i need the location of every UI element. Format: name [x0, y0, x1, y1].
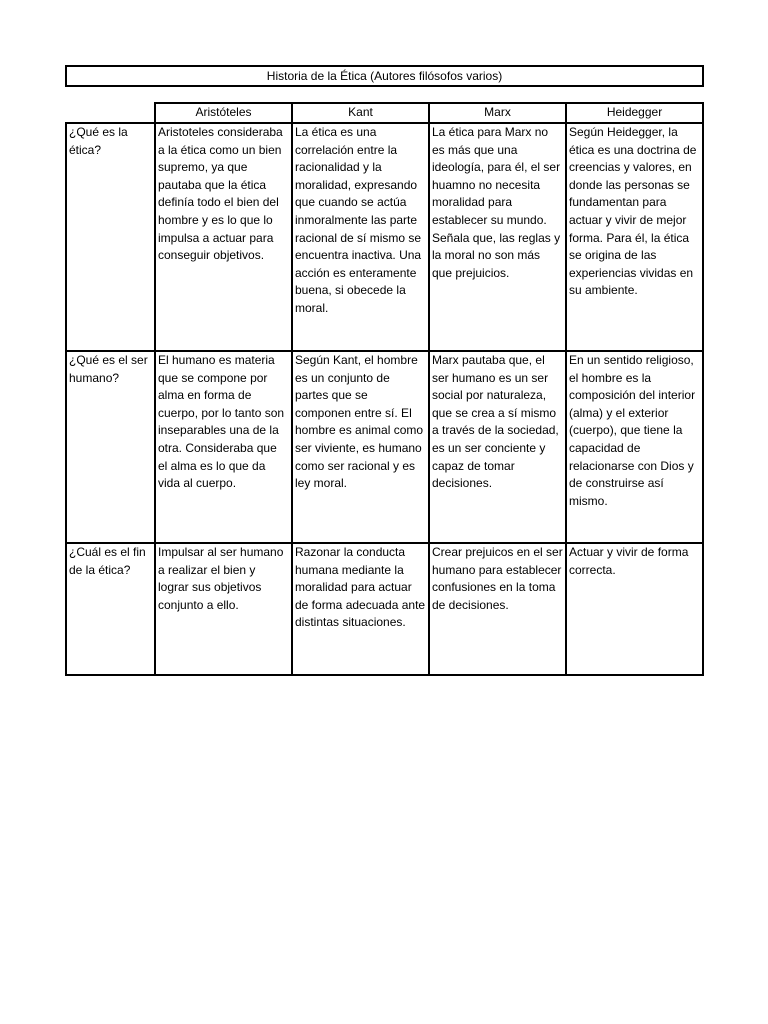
- cell-heidegger: Según Heidegger, la ética es una doctrina de creencias y valores, en donde las personas se fundamentan para actuar y vivir de mejor forma. Para él, la ética se origina de las experiencias vividas en su ambiente.: [566, 123, 703, 351]
- cell-aristoteles: Aristoteles consideraba a la ética como un bien supremo, ya que pautaba que la ética definía todo el bien del hombre y es lo que lo impulsa a actuar para conseguir objetivos.: [155, 123, 292, 351]
- header-heidegger: Heidegger: [566, 103, 703, 123]
- table-row: [66, 543, 703, 675]
- row-question: ¿Qué es el ser humano?: [66, 351, 155, 543]
- cell-heidegger: En un sentido religioso, el hombre es la composición del interior (alma) y el exterior (cuerpo), que tiene la capacidad de relacionarse con Dios y de construirse así mismo.: [566, 351, 703, 543]
- cell-aristoteles: El humano es materia que se compone por alma en forma de cuerpo, por lo tanto son inseparables una de la otra. Consideraba que el alma es lo que da vida al cuerpo.: [155, 351, 292, 543]
- cell-heidegger: Actuar y vivir de forma correcta.: [566, 543, 703, 675]
- ethics-comparison-table: [65, 102, 704, 676]
- header-aristoteles: Aristóteles: [155, 103, 292, 123]
- header-row: [66, 103, 703, 123]
- row-question: ¿Qué es la ética?: [66, 123, 155, 351]
- header-kant: Kant: [292, 103, 429, 123]
- table-row: [66, 351, 703, 543]
- header-corner-empty: [66, 103, 155, 123]
- document-title: Historia de la Ética (Autores filósofos varios): [65, 65, 704, 87]
- cell-marx: Crear prejuicos en el ser humano para establecer confusiones en la toma de decisiones.: [429, 543, 566, 675]
- row-question: ¿Cuál es el fin de la ética?: [66, 543, 155, 675]
- cell-marx: Marx pautaba que, el ser humano es un ser social por naturaleza, que se crea a sí mismo a través de la sociedad, es un ser conciente y capaz de tomar decisiones.: [429, 351, 566, 543]
- table-row: [66, 123, 703, 351]
- cell-kant: Según Kant, el hombre es un conjunto de partes que se componen entre sí. El hombre es animal como ser viviente, es humano como ser racional y es ley moral.: [292, 351, 429, 543]
- cell-aristoteles: Impulsar al ser humano a realizar el bien y lograr sus objetivos conjunto a ello.: [155, 543, 292, 675]
- header-marx: Marx: [429, 103, 566, 123]
- cell-kant: La ética es una correlación entre la racionalidad y la moralidad, expresando que cuando se actúa inmoralmente las parte racional de sí mismo se encuentra inactiva. Una acción es enteramente buena, si obecede la moral.: [292, 123, 429, 351]
- cell-marx: La ética para Marx no es más que una ideología, para él, el ser huamno no necesita moralidad para establecer su mundo. Señala que, las reglas y la moral no son más que prejuicios.: [429, 123, 566, 351]
- cell-kant: Razonar la conducta humana mediante la moralidad para actuar de forma adecuada ante distintas situaciones.: [292, 543, 429, 675]
